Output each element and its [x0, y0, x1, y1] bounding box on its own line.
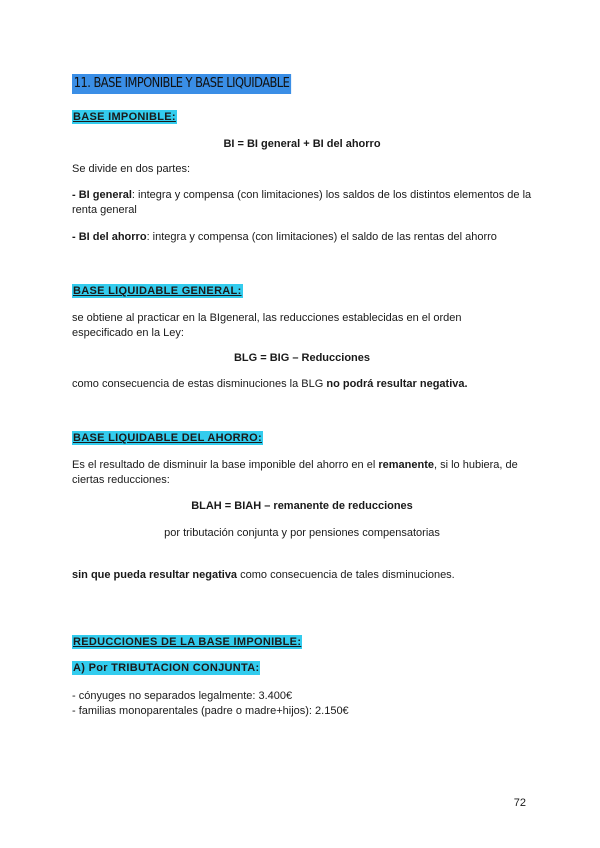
bi-heading: BASE IMPONIBLE:: [73, 111, 176, 123]
reducciones-item: - familias monoparentales (padre o madre+hijos): 2.150€: [72, 705, 349, 717]
reducciones-heading: REDUCCIONES DE LA BASE IMPONIBLE:: [73, 636, 302, 648]
blg-consequence-text: como consecuencia de estas disminuciones la BLG: [72, 378, 327, 390]
bi-general-text: : integra y compensa (con limitaciones) los saldos de los distintos elementos de la renta general: [72, 189, 532, 216]
blah-text: [72, 458, 532, 488]
bi-ahorro-item: [72, 230, 532, 245]
bi-intro: Se divide en dos partes:: [72, 163, 191, 175]
bi-formula: BI = BI general + BI del ahorro: [223, 138, 381, 150]
blg-heading: BASE LIQUIDABLE GENERAL:: [73, 285, 242, 297]
blah-text-end: , si lo hubiera, de ciertas reducciones:: [72, 459, 518, 486]
bi-ahorro-label: - BI del ahorro: [72, 231, 147, 243]
blah-formula: BLAH = BIAH – remanente de reducciones: [191, 500, 413, 512]
blah-final-text: como consecuencia de tales disminuciones.: [237, 569, 455, 581]
bi-general-item: [72, 188, 532, 218]
blah-text-start: Es el resultado de disminuir la base imponible del ahorro en el: [72, 459, 379, 471]
page-number: 72: [513, 797, 526, 809]
blg-text: se obtiene al practicar en la BIgeneral, las reducciones establecidas en el orden especificado en la Ley:: [72, 312, 462, 339]
reducciones-subheading: A) Por TRIBUTACION CONJUNTA:: [73, 662, 260, 674]
section-title: 11. BASE IMPONIBLE Y BASE LIQUIDABLE: [72, 74, 291, 94]
blg-formula: BLG = BIG – Reducciones: [233, 352, 370, 364]
blg-consequence-bold: no podrá resultar negativa.: [326, 378, 468, 390]
blah-heading: BASE LIQUIDABLE DEL AHORRO:: [73, 432, 262, 444]
reducciones-item: - cónyuges no separados legalmente: 3.400€: [72, 690, 293, 702]
blah-final: [72, 568, 532, 583]
blah-note: por tributación conjunta y por pensiones compensatorias: [164, 527, 440, 539]
blah-text-bold: remanente: [378, 459, 434, 471]
blah-final-bold: sin que pueda resultar negativa: [72, 569, 238, 581]
bi-ahorro-text: : integra y compensa (con limitaciones) el saldo de las rentas del ahorro: [146, 231, 497, 243]
bi-general-label: - BI general: [72, 189, 132, 201]
blg-consequence: [72, 377, 532, 392]
